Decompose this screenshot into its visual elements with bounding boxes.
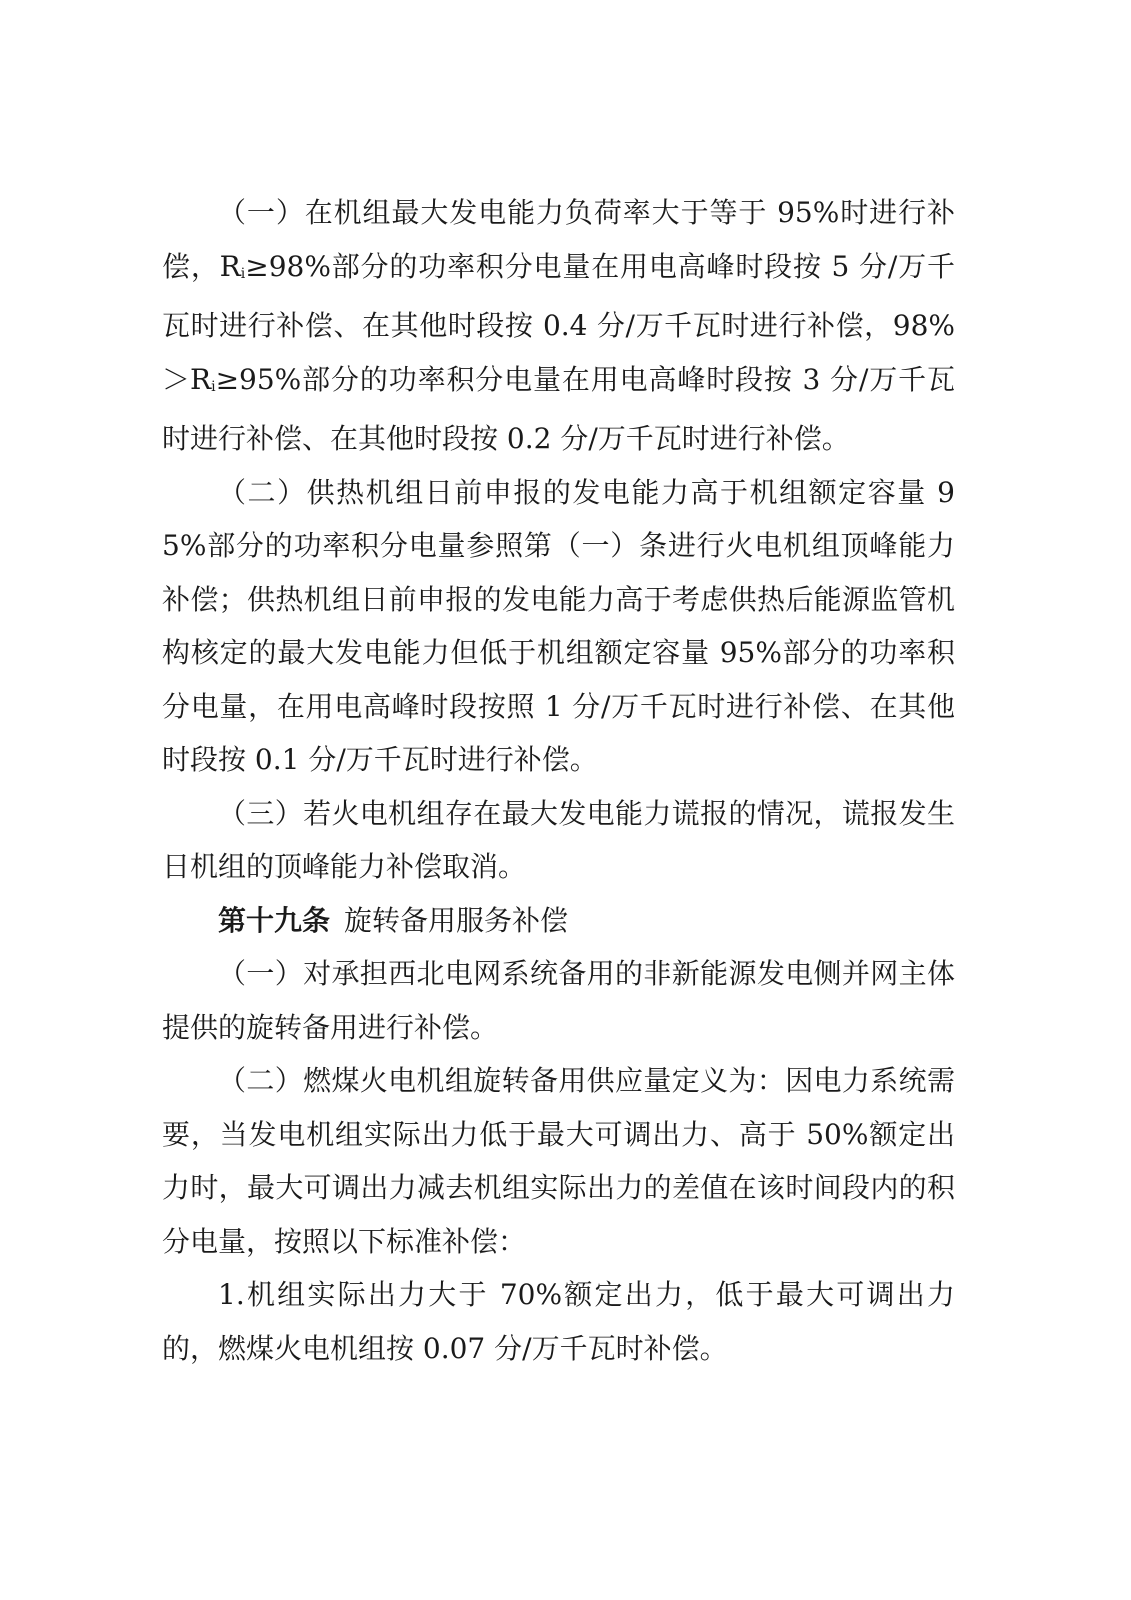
article-heading — [162, 894, 955, 948]
article-title: 旋转备用服务补偿 — [344, 903, 569, 937]
paragraph-spinning-reserve-scope: （一）对承担西北电网系统备用的非新能源发电侧并网主体提供的旋转备用进行补偿。 — [162, 957, 955, 1044]
subscript-i: i — [240, 265, 246, 282]
document-body — [162, 186, 955, 1375]
subscript-i: i — [211, 378, 216, 395]
article-number: 第十九条 — [218, 903, 331, 937]
paragraph-text: ≥98%部分的功率积分电量在用电高峰时段按 5 分/万千瓦时进行补偿、在其他时段按 0.4 分/万千瓦时进行补偿，98%＞R — [162, 249, 955, 396]
paragraph-text: （一）在机组最大发电能力负荷率大于等于 95%时进行补偿，R — [162, 196, 955, 283]
paragraph-text: ≥95%部分的功率积分电量在用电高峰时段按 3 分/万千瓦时进行补偿、在其他时段按 0.2 分/万千瓦时进行补偿。 — [162, 362, 955, 455]
paragraph-false-report-cancellation: （三）若火电机组存在最大发电能力谎报的情况，谎报发生日机组的顶峰能力补偿取消。 — [162, 796, 955, 883]
paragraph-compensation-standard-1: 1.机组实际出力大于 70%额定出力，低于最大可调出力的，燃煤火电机组按 0.07 分/万千瓦时补偿。 — [162, 1278, 955, 1365]
paragraph-spinning-reserve-definition: （二）燃煤火电机组旋转备用供应量定义为：因电力系统需要，当发电机组实际出力低于最大可调出力、高于 50%额定出力时，最大可调出力减去机组实际出力的差值在该时间段内的积分电量，按照以下标准补偿： — [162, 1064, 955, 1258]
paragraph-heating-units-compensation: （二）供热机组日前申报的发电能力高于机组额定容量 95%部分的功率积分电量参照第（一）条进行火电机组顶峰能力补偿；供热机组日前申报的发电能力高于考虑供热后能源监管机构核定的最大发电能力但低于机组额定容量 95%部分的功率积分电量，在用电高峰时段按照 1 分/万千瓦时进行补偿、在其他时段按 0.1 分/万千瓦时进行补偿。 — [162, 475, 955, 776]
paragraph-peak-capacity-compensation-1 — [162, 186, 955, 466]
